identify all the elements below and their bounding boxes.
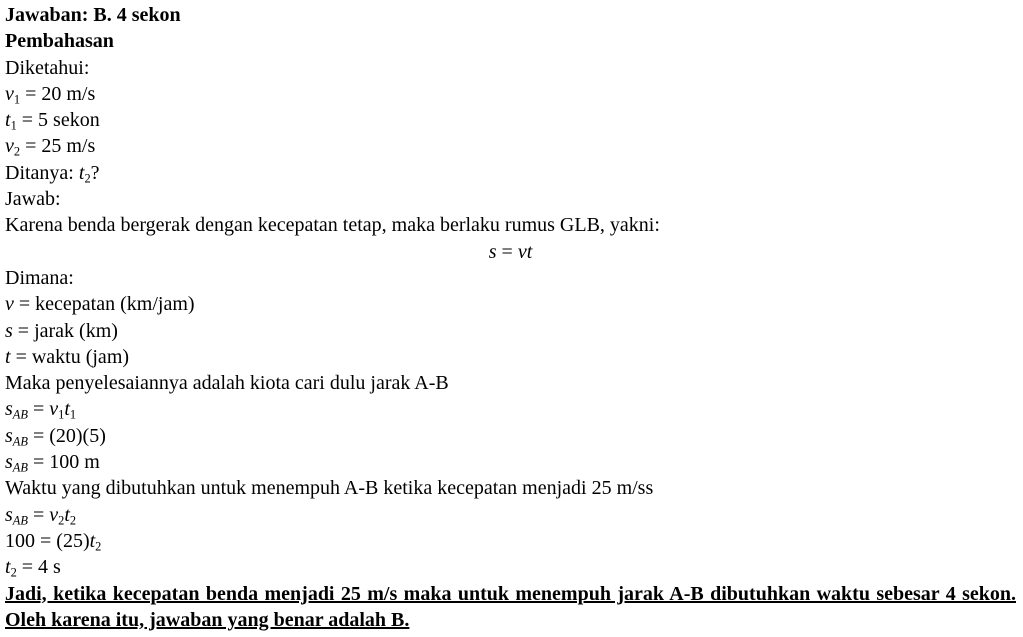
math-variable: v: [49, 398, 59, 421]
math-subscript: 2: [13, 144, 21, 159]
math-subscript: 1: [10, 118, 17, 133]
given-t1: [5, 107, 1016, 133]
text-segment: Ditanya:: [5, 161, 79, 184]
eq-sab-v2t2: [5, 502, 1016, 528]
text-segment: = kecepatan (km/jam): [13, 293, 195, 316]
math-variable: s: [5, 398, 13, 421]
text-segment: = 25 m/s: [20, 135, 96, 158]
math-variable: t: [5, 556, 11, 579]
text-segment: =: [496, 240, 518, 263]
text-segment: =: [27, 398, 50, 421]
text-segment: 100 = (25): [5, 529, 90, 552]
math-subscript: AB: [12, 434, 28, 449]
diketahui-label: [5, 55, 1016, 81]
math-subscript: 1: [13, 92, 21, 107]
math-subscript: 2: [10, 565, 17, 580]
eq-sab-v1t1: [5, 396, 1016, 422]
math-variable: t: [5, 345, 11, 368]
math-subscript: 2: [84, 171, 91, 186]
math-variable: v: [49, 503, 59, 526]
math-variable: v: [5, 135, 14, 158]
math-variable: vt: [517, 240, 533, 263]
definition-s: [5, 318, 1016, 344]
math-variable: s: [5, 451, 13, 474]
math-variable: s: [5, 503, 13, 526]
text-segment: Diketahui:: [5, 56, 90, 79]
math-variable: s: [5, 424, 13, 447]
text-segment: Jadi, ketika kecepatan benda menjadi 25 m/s maka untuk menempuh jarak A-B dibutuhkan waktu sebesar 4 sekon. Oleh karena itu, jawaban yang benar adalah B.: [5, 582, 1016, 631]
text-segment: Maka penyelesaiannya adalah kiota cari dulu jarak A-B: [5, 372, 449, 395]
given-v2: [5, 133, 1016, 159]
math-variable: s: [488, 240, 497, 263]
eq-100-25t2: [5, 528, 1016, 554]
dimana-label: [5, 265, 1016, 291]
pembahasan-heading: [5, 28, 1016, 54]
formula-glb: [5, 239, 1016, 265]
definition-t: [5, 344, 1016, 370]
math-variable: t: [5, 109, 11, 132]
math-variable: s: [5, 319, 13, 342]
eq-t2-result: [5, 554, 1016, 580]
math-subscript: 1: [58, 407, 65, 422]
text-segment: ?: [90, 161, 100, 184]
text-segment: =: [27, 503, 50, 526]
math-subscript: AB: [12, 407, 28, 422]
eq-sab-values: [5, 423, 1016, 449]
math-subscript: 2: [69, 513, 77, 528]
definition-v: [5, 291, 1016, 317]
math-subscript: 2: [95, 539, 102, 554]
math-subscript: 2: [58, 513, 65, 528]
math-variable: v: [5, 82, 14, 105]
math-subscript: AB: [12, 513, 28, 528]
text-segment: Pembahasan: [5, 30, 114, 53]
math-variable: t: [64, 503, 70, 526]
eq-sab-result: [5, 449, 1016, 475]
answer-line: [5, 2, 1016, 28]
text-segment: = waktu (jam): [10, 345, 130, 368]
text-segment: Dimana:: [5, 266, 74, 289]
ditanya-line: [5, 160, 1016, 186]
text-segment: = 4 s: [16, 556, 61, 579]
text-segment: Jawab:: [5, 188, 61, 211]
text-segment: Waktu yang dibutuhkan untuk menempuh A-B ketika kecepatan menjadi 25 m/ss: [5, 477, 654, 500]
text-segment: = 5 sekon: [16, 109, 100, 132]
jawab-label: [5, 186, 1016, 212]
conclusion-line: [5, 581, 1016, 634]
math-variable: t: [64, 398, 70, 421]
math-variable: t: [78, 161, 85, 184]
math-variable: t: [89, 529, 96, 552]
time-intro: [5, 475, 1016, 501]
text-segment: = 100 m: [27, 451, 100, 474]
given-v1: [5, 81, 1016, 107]
text-segment: = (20)(5): [27, 424, 106, 447]
document-lines: [5, 2, 1016, 633]
text-segment: = jarak (km): [12, 319, 118, 342]
solution-intro: [5, 370, 1016, 396]
math-subscript: AB: [12, 460, 28, 475]
text-segment: Karena benda bergerak dengan kecepatan tetap, maka berlaku rumus GLB, yakni:: [5, 214, 660, 237]
explanation-line: [5, 212, 1016, 238]
math-subscript: 1: [69, 407, 77, 422]
text-segment: = 20 m/s: [20, 82, 96, 105]
text-segment: Jawaban: B. 4 sekon: [5, 4, 181, 26]
math-variable: v: [5, 293, 14, 316]
